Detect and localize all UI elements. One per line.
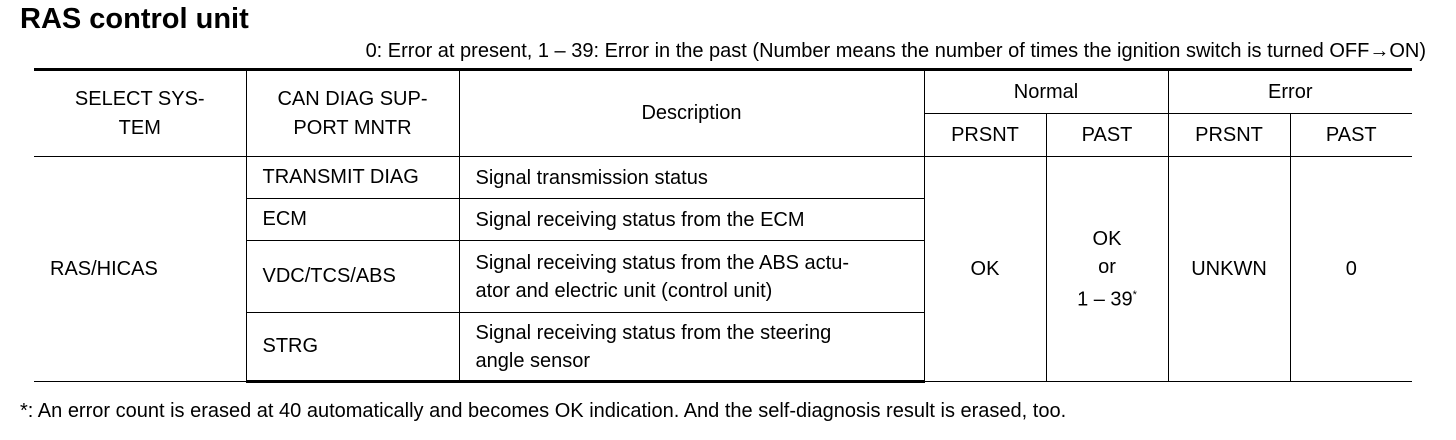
error-count-legend: 0: Error at present, 1 – 39: Error in the past (Number means the number of times the ignition switch is turned OFF→ON) — [365, 40, 1426, 62]
footnote: *: An error count is erased at 40 automatically and becomes OK indication. And the self-diagnosis result is erased, too. — [20, 400, 1067, 422]
description-line: Signal receiving status from the ECM — [475, 208, 805, 231]
page-title: RAS control unit — [20, 3, 249, 35]
monitor-cell: TRANSMIT DIAG — [246, 157, 459, 199]
header-can-diag-line2: PORT MNTR — [293, 116, 412, 139]
monitor-cell: STRG — [246, 313, 459, 382]
monitor-cell: VDC/TCS/ABS — [246, 241, 459, 313]
description-line: Signal receiving status from the ABS actu- — [475, 251, 850, 274]
can-diag-table — [34, 68, 1412, 383]
description-line: ator and electric unit (control unit) — [475, 279, 773, 302]
normal-past-value — [1046, 157, 1168, 382]
table-row — [34, 157, 1412, 199]
header-normal-prsnt: PRSNT — [924, 114, 1046, 157]
monitor-cell: ECM — [246, 199, 459, 241]
header-description: Description — [459, 70, 924, 157]
normal-prsnt-value: OK — [924, 157, 1046, 382]
header-normal: Normal — [924, 70, 1168, 114]
normal-past-line1: OK — [1092, 227, 1122, 250]
header-can-diag — [246, 70, 459, 157]
header-normal-past: PAST — [1046, 114, 1168, 157]
header-can-diag-line1: CAN DIAG SUP- — [277, 87, 428, 110]
system-cell: RAS/HICAS — [34, 157, 246, 382]
description-cell — [459, 157, 924, 199]
header-select-system-line1: SELECT SYS- — [74, 87, 205, 110]
header-error: Error — [1168, 70, 1412, 114]
description-cell — [459, 199, 924, 241]
header-error-past: PAST — [1290, 114, 1412, 157]
description-line: Signal transmission status — [475, 166, 708, 189]
error-prsnt-value: UNKWN — [1168, 157, 1290, 382]
description-line: angle sensor — [475, 349, 591, 372]
normal-past-line3 — [1047, 281, 1168, 314]
header-error-prsnt: PRSNT — [1168, 114, 1290, 157]
normal-past-range: 1 – 39 — [1077, 288, 1133, 311]
header-select-system — [34, 70, 246, 157]
description-cell — [459, 241, 924, 313]
description-cell — [459, 313, 924, 382]
normal-past-line2: or — [1098, 255, 1116, 278]
description-line: Signal receiving status from the steering — [475, 321, 832, 344]
footnote-mark: * — [1132, 288, 1137, 301]
error-past-value: 0 — [1290, 157, 1412, 382]
header-select-system-line2: TEM — [118, 116, 161, 139]
